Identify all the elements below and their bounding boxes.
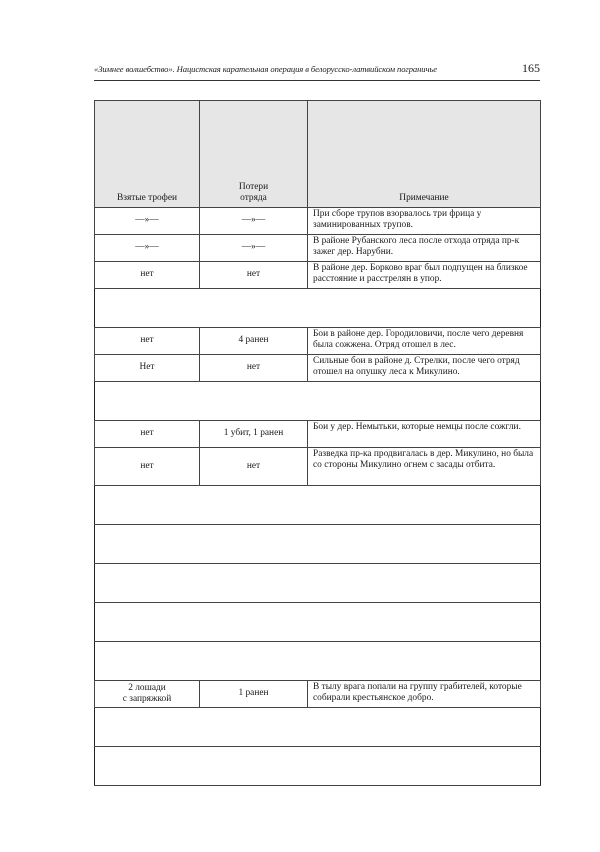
note-cell: Сильные бои в районе д. Стрелки, после чего отряд отошел на опушку леса к Микулино. xyxy=(308,355,541,382)
partisan-report-table xyxy=(94,100,541,786)
blank-cell xyxy=(95,708,541,747)
note-cell: В тылу врага попали на группу грабителей, которые собирали крестьянское добро. xyxy=(308,681,541,708)
table-row xyxy=(95,235,541,262)
table-row xyxy=(95,208,541,235)
losses-cell: 4 ранен xyxy=(200,328,308,355)
losses-cell: нет xyxy=(200,448,308,486)
column-header-note: Примечание xyxy=(308,101,541,208)
page-number: 165 xyxy=(522,61,540,75)
blank-row xyxy=(95,603,541,642)
trophies-cell: 2 лошади с запряжкой xyxy=(95,681,200,708)
blank-row xyxy=(95,289,541,328)
blank-cell xyxy=(95,289,541,328)
table-row xyxy=(95,328,541,355)
trophies-cell: нет xyxy=(95,262,200,289)
trophies-cell: нет xyxy=(95,421,200,448)
table-row xyxy=(95,355,541,382)
note-cell: Разведка пр-ка продвигалась в дер. Микулино, но была со стороны Микулино огнем с засады отбита. xyxy=(308,448,541,486)
losses-cell: 1 ранен xyxy=(200,681,308,708)
trophies-cell: —»— xyxy=(95,235,200,262)
note-cell: В районе дер. Борково враг был подпущен на близкое расстояние и расстрелян в упор. xyxy=(308,262,541,289)
trophies-cell: нет xyxy=(95,448,200,486)
losses-cell: нет xyxy=(200,262,308,289)
blank-row xyxy=(95,382,541,421)
trophies-cell: Нет xyxy=(95,355,200,382)
blank-row xyxy=(95,747,541,786)
blank-cell xyxy=(95,564,541,603)
losses-cell: —»— xyxy=(200,208,308,235)
table-row xyxy=(95,681,541,708)
running-head xyxy=(94,62,540,81)
note-cell: Бои в районе дер. Городиловичи, после чего деревня была сожжена. Отряд отошел в лес. xyxy=(308,328,541,355)
trophies-cell: нет xyxy=(95,328,200,355)
blank-row xyxy=(95,642,541,681)
losses-cell: нет xyxy=(200,355,308,382)
table-row xyxy=(95,421,541,448)
blank-cell xyxy=(95,603,541,642)
table-row xyxy=(95,448,541,486)
trophies-cell: —»— xyxy=(95,208,200,235)
column-header-trophies: Взятые трофеи xyxy=(95,101,200,208)
blank-cell xyxy=(95,747,541,786)
blank-cell xyxy=(95,642,541,681)
blank-row xyxy=(95,708,541,747)
blank-row xyxy=(95,486,541,525)
note-cell: Бои у дер. Немытьки, которые немцы после сожгли. xyxy=(308,421,541,448)
column-header-losses: Потери отряда xyxy=(200,101,308,208)
blank-cell xyxy=(95,525,541,564)
running-title: «Зимнее волшебство». Нацистская карательная операция в белорусско-латвийском пограничье xyxy=(94,64,437,74)
blank-row xyxy=(95,564,541,603)
losses-cell: 1 убит, 1 ранен xyxy=(200,421,308,448)
table-row xyxy=(95,262,541,289)
table-header-row xyxy=(95,101,541,208)
note-cell: При сборе трупов взорвалось три фрица у заминированных трупов. xyxy=(308,208,541,235)
blank-cell xyxy=(95,382,541,421)
blank-cell xyxy=(95,486,541,525)
note-cell: В районе Рубанского леса после отхода отряда пр-к зажег дер. Нарубни. xyxy=(308,235,541,262)
losses-cell: —»— xyxy=(200,235,308,262)
blank-row xyxy=(95,525,541,564)
